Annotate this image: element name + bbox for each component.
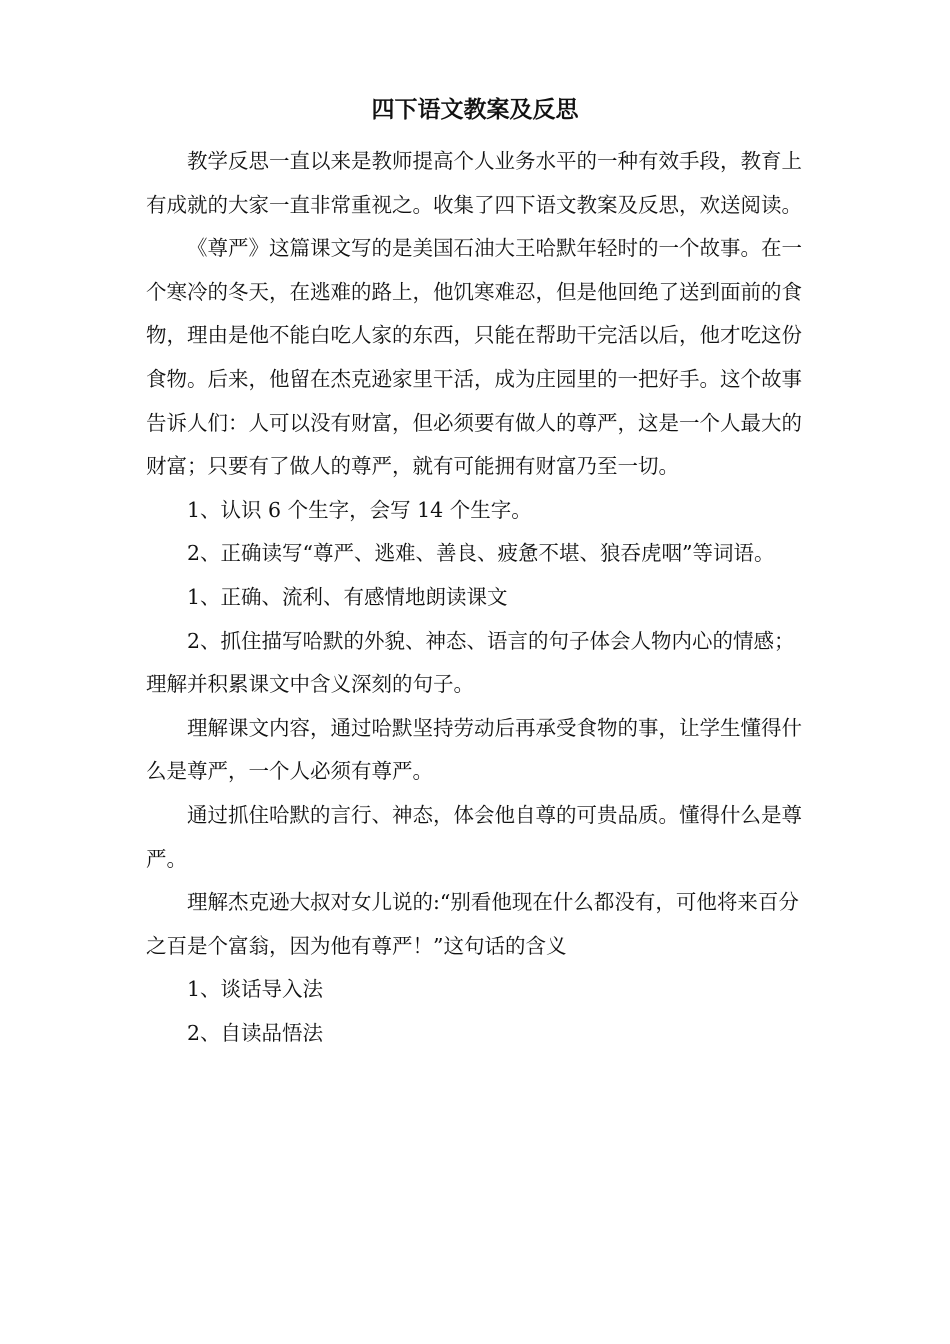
document-title: 四下语文教案及反思: [371, 97, 579, 123]
paragraph-intro: 教学反思一直以来是教师提高个人业务水平的一种有效手段，教育上有成就的大家一直非常重视之。收集了四下语文教案及反思，欢送阅读。: [146, 149, 802, 217]
paragraph-difficulty: 通过抓住哈默的言行、神态，体会他自尊的可贵品质。懂得什么是尊严。: [146, 802, 802, 871]
paragraph-key-point: 理解课文内容，通过哈默坚持劳动后再承受食物的事，让学生懂得什么是尊严，一个人必须有尊严。: [146, 715, 802, 784]
paragraph-quote-meaning: 理解杰克逊大叔对女儿说的:“别看他现在什么都没有，可他将来百分之百是个富翁，因为他有尊严！”这句话的含义: [146, 890, 799, 958]
paragraph-method-2: 2、自读品悟法: [187, 1020, 324, 1045]
document-body: [146, 140, 810, 1055]
paragraph-method-1: 1、谈话导入法: [187, 977, 324, 1002]
paragraph-story-summary: 《尊严》这篇课文写的是美国石油大王哈默年轻时的一个故事。在一个寒冷的冬天，在逃难的路上，他饥寒难忍，但是他回绝了送到面前的食物，理由是他不能白吃人家的东西，只能在帮助干完活以后，他才吃这份食物。后来，他留在杰克逊家里干活，成为庄园里的一把好手。这个故事告诉人们：人可以没有财富，但必须要有做人的尊严，这是一个人最大的财富；只要有了做人的尊严，就有可能拥有财富乃至一切。: [146, 236, 802, 479]
paragraph-goal-2: 2、正确读写“尊严、逃难、善良、疲惫不堪、狼吞虎咽”等词语。: [187, 541, 775, 566]
paragraph-goal-1: 1、认识 6 个生字，会写 14 个生字。: [187, 497, 532, 522]
paragraph-goal-3: 1、正确、流利、有感情地朗读课文: [187, 584, 508, 609]
paragraph-goal-4: 2、抓住描写哈默的外貌、神态、语言的句子体会人物内心的情感；理解并积累课文中含义深刻的句子。: [146, 628, 795, 697]
